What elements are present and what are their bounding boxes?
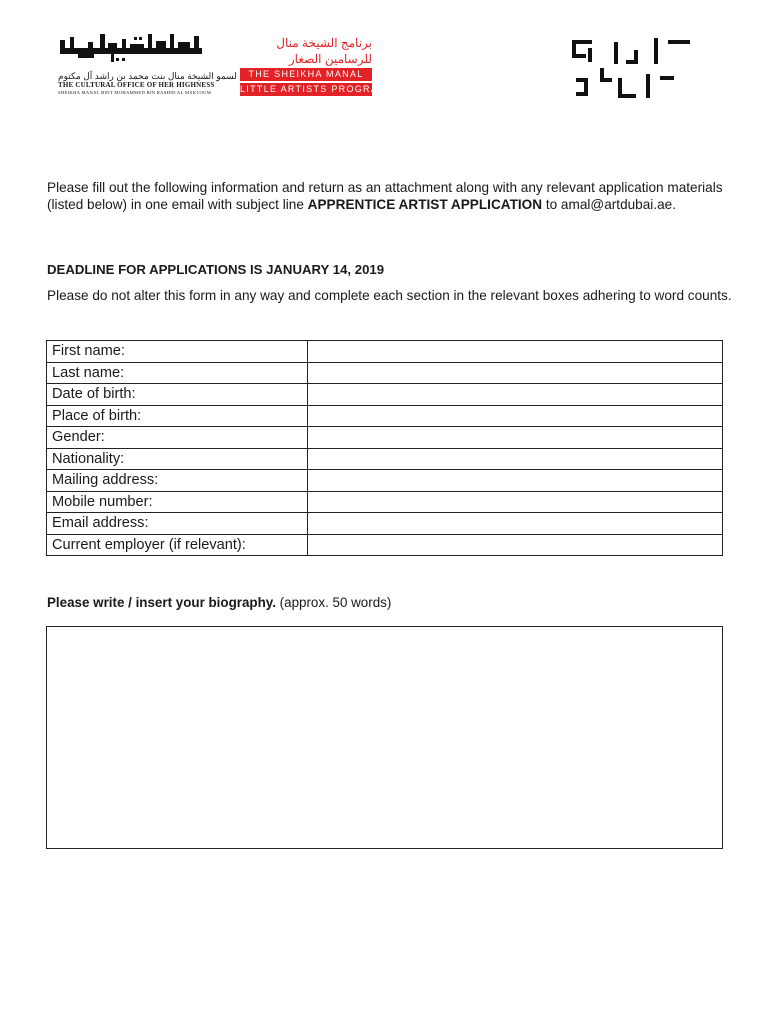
first-name-label: First name: — [47, 341, 308, 363]
mobile-number-label: Mobile number: — [47, 491, 308, 513]
last-name-field[interactable] — [307, 362, 722, 384]
sheikha-arabic-line-2: للرسامين الصغار — [288, 52, 372, 66]
email-address-label: Email address: — [47, 513, 308, 535]
intro-text: Please fill out the following information and return as an attachment along with any relevant application materials (listed below) in one email with subject line — [47, 180, 723, 212]
place-of-birth-field[interactable] — [307, 405, 722, 427]
sheikha-english-line-2: LITTLE ARTISTS PROGRAM — [240, 84, 387, 94]
gender-label: Gender: — [47, 427, 308, 449]
table-row — [47, 384, 723, 406]
deadline-heading: DEADLINE FOR APPLICATIONS IS JANUARY 14, 2019 — [47, 262, 385, 277]
intro-email-text: to amal@artdubai.ae. — [542, 196, 676, 212]
instructions-text: Please do not alter this form in any way and complete each section in the relevant boxes adhering to word counts. — [47, 288, 732, 303]
date-of-birth-label: Date of birth: — [47, 384, 308, 406]
last-name-label: Last name: — [47, 362, 308, 384]
cultural-office-english-title: THE CULTURAL OFFICE OF HER HIGHNESS — [58, 81, 215, 89]
intro-paragraph — [47, 180, 737, 213]
nationality-label: Nationality: — [47, 448, 308, 470]
sheikha-manal-logo — [240, 36, 387, 98]
table-row — [47, 405, 723, 427]
cultural-office-calligraphy-icon — [56, 34, 206, 70]
art-dubai-logo-icon — [570, 38, 700, 100]
biography-text-box[interactable] — [46, 626, 723, 849]
table-row — [47, 341, 723, 363]
sheikha-arabic-line-1: برنامج الشيخة منال — [276, 36, 372, 50]
current-employer-field[interactable] — [307, 534, 722, 556]
sheikha-english-line-1: THE SHEIKHA MANAL — [240, 68, 372, 81]
date-of-birth-field[interactable] — [307, 384, 722, 406]
biography-prompt-title: Please write / insert your biography. — [47, 595, 276, 610]
table-row — [47, 427, 723, 449]
mailing-address-field[interactable] — [307, 470, 722, 492]
table-row — [47, 448, 723, 470]
nationality-field[interactable] — [307, 448, 722, 470]
table-row — [47, 470, 723, 492]
table-row — [47, 513, 723, 535]
table-row — [47, 534, 723, 556]
table-row — [47, 362, 723, 384]
cultural-office-logo — [56, 34, 237, 98]
current-employer-label: Current employer (if relevant): — [47, 534, 308, 556]
gender-field[interactable] — [307, 427, 722, 449]
cultural-office-arabic-subtitle: لسمو الشيخة منال بنت محمد بن راشد آل مكتوم — [58, 71, 237, 81]
email-subject-line: APPRENTICE ARTIST APPLICATION — [307, 196, 543, 212]
art-dubai-logo — [570, 38, 700, 105]
first-name-field[interactable] — [307, 341, 722, 363]
cultural-office-english-subtitle: SHEIKHA MANAL BINT MOHAMMED BIN RASHID AL MAKTOUM — [58, 90, 212, 95]
table-row — [47, 491, 723, 513]
mobile-number-field[interactable] — [307, 491, 722, 513]
email-address-field[interactable] — [307, 513, 722, 535]
applicant-info-table — [46, 340, 723, 556]
biography-prompt — [47, 595, 391, 610]
mailing-address-label: Mailing address: — [47, 470, 308, 492]
place-of-birth-label: Place of birth: — [47, 405, 308, 427]
biography-word-count-note: (approx. 50 words) — [275, 595, 392, 610]
